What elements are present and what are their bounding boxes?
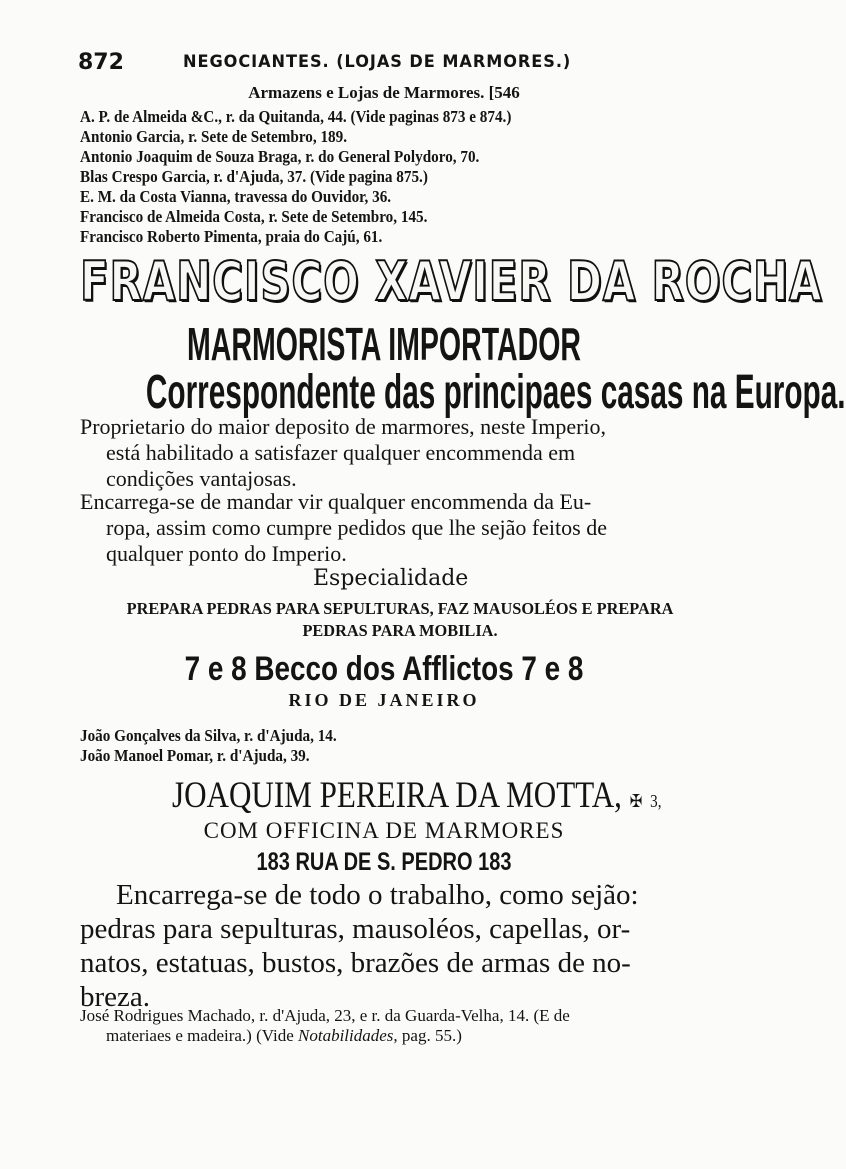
text-line: breza.: [80, 981, 151, 1013]
text-line: PEDRAS PARA MOBILIA.: [302, 621, 498, 640]
advert-2-name: [172, 774, 661, 817]
advert-address: 7 e 8 Becco dos Afflictos 7 e 8: [184, 650, 584, 688]
text-line: condições vantajosas.: [106, 466, 297, 491]
text-line: PREPARA PEDRAS PARA SEPULTURAS, FAZ MAUSOLÉOS E PREPARA: [126, 599, 674, 618]
text-line: [80, 1026, 730, 1046]
cross-icon: ✠: [629, 791, 643, 812]
advert-2-address: 183 RUA DE S. PEDRO 183: [256, 848, 512, 876]
text-line: Encarrega-se de mandar vir qualquer encommenda da Eu-: [80, 489, 592, 514]
section-subheading: Armazens e Lojas de Marmores. [546: [248, 83, 520, 102]
footer-italic: Notabilidades: [298, 1026, 394, 1045]
advert-role: MARMORISTA IMPORTADOR: [187, 318, 581, 370]
specialty-heading: Especialidade: [313, 566, 469, 591]
text-line: Proprietario do maior deposito de marmores, neste Imperio,: [80, 414, 607, 439]
text-line: ropa, assim como cumpre pedidos que lhe sejão feitos de: [106, 515, 607, 540]
text-line: pedras para sepulturas, mausoléos, capellas, or-: [80, 913, 631, 945]
advert-2-paragraph: [80, 878, 730, 1014]
merchant-list-1: [80, 107, 549, 247]
footer-entry: [80, 1006, 730, 1046]
specialty-text: [93, 598, 707, 642]
text-line: natos, estatuas, bustos, brazões de armas de no-: [80, 947, 631, 979]
footer-text: , pag. 55.): [393, 1026, 462, 1045]
merchant-list-2: [80, 726, 359, 766]
advert-2-number: 3,: [650, 791, 662, 811]
list-item: João Manoel Pomar, r. d'Ajuda, 39.: [80, 746, 310, 765]
footer-text: materiaes e madeira.) (Vide: [106, 1026, 299, 1045]
advert-2-officina: COM OFFICINA DE MARMORES: [203, 818, 565, 843]
list-item: João Gonçalves da Silva, r. d'Ajuda, 14.: [80, 726, 337, 745]
advert-paragraph-1: [80, 414, 730, 492]
list-item: A. P. de Almeida &C., r. da Quitanda, 44. (Vide paginas 873 e 874.): [80, 107, 512, 126]
list-item: Francisco Roberto Pimenta, praia do Cajú, 61.: [80, 227, 383, 246]
page-number: 872: [78, 50, 124, 75]
text-line: José Rodrigues Machado, r. d'Ajuda, 23, e r. da Guarda-Velha, 14. (E de: [80, 1006, 570, 1025]
list-item: Antonio Joaquim de Souza Braga, r. do General Polydoro, 70.: [80, 147, 480, 166]
list-item: Blas Crespo Garcia, r. d'Ajuda, 37. (Vide pagina 875.): [80, 167, 428, 186]
text-line: qualquer ponto do Imperio.: [106, 541, 347, 566]
running-header: [78, 50, 718, 75]
list-item: E. M. da Costa Vianna, travessa do Ouvidor, 36.: [80, 187, 392, 206]
text-line: está habilitado a satisfazer qualquer encommenda em: [106, 440, 576, 465]
advert-name-ornate: FRANCISCO XAVIER DA ROCHA: [80, 250, 823, 313]
advert-tagline: Correspondente das principaes casas na Europa.: [145, 366, 846, 419]
advert-2-name-text: JOAQUIM PEREIRA DA MOTTA,: [172, 775, 622, 816]
list-item: Francisco de Almeida Costa, r. Sete de Setembro, 145.: [80, 207, 428, 226]
section-title: NEGOCIANTES. (LOJAS DE MARMORES.): [183, 52, 572, 72]
list-item: Antonio Garcia, r. Sete de Setembro, 189.: [80, 127, 348, 146]
text-line: Encarrega-se de todo o trabalho, como sejão:: [116, 879, 639, 911]
advert-city: RIO DE JANEIRO: [288, 690, 480, 710]
advert-paragraph-2: [80, 489, 730, 567]
